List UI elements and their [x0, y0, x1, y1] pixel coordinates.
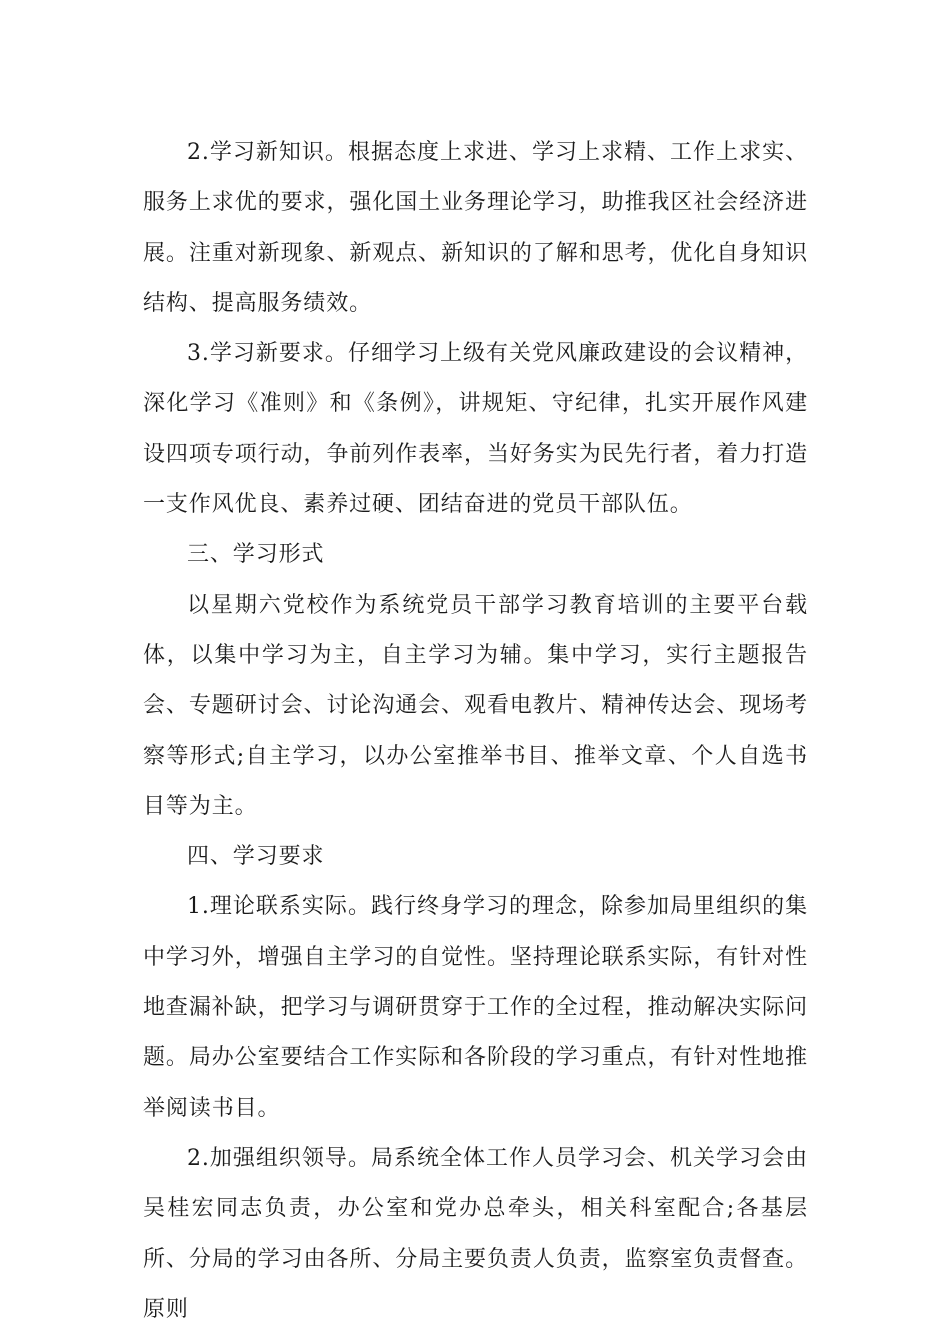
paragraph-theory-practice: 1.理论联系实际。践行终身学习的理念，除参加局里组织的集中学习外，增强自主学习的自觉性。坚持理论联系实际，有针对性地查漏补缺，把学习与调研贯穿于工作的全过程，推动解决实际问题。局办公室要结合工作实际和各阶段的学习重点，有针对性地推举阅读书目。 [143, 894, 808, 1121]
paragraph-learning-format: 以星期六党校作为系统党员干部学习教育培训的主要平台载体，以集中学习为主，自主学习为辅。集中学习，实行主题报告会、专题研讨会、讨论沟通会、观看电教片、精神传达会、现场考察等形式;自主学习，以办公室推举书目、推举文章、个人自选书目等为主。 [143, 592, 808, 819]
section-heading-learning-requirements: 四、学习要求 [187, 844, 325, 870]
section-heading-learning-format: 三、学习形式 [187, 542, 325, 568]
paragraph-learn-new-requirements: 3.学习新要求。仔细学习上级有关党风廉政建设的会议精神，深化学习《准则》和《条例》，讲规矩、守纪律，扎实开展作风建设四项专项行动，争前列作表率，当好务实为民先行者，着力打造一支作风优良、素养过硬、团结奋进的党员干部队伍。 [143, 341, 808, 518]
paragraph-organization-leadership: 2.加强组织领导。局系统全体工作人员学习会、机关学习会由吴桂宏同志负责，办公室和党办总牵头，相关科室配合;各基层所、分局的学习由各所、分局主要负责人负责，监察室负责督查。原则 [143, 1145, 808, 1322]
paragraph-learn-new-knowledge: 2.学习新知识。根据态度上求进、学习上求精、工作上求实、服务上求优的要求，强化国土业务理论学习，助推我区社会经济进展。注重对新现象、新观点、新知识的了解和思考，优化自身知识结构、提高服务绩效。 [143, 140, 808, 316]
document-body [143, 128, 808, 1335]
